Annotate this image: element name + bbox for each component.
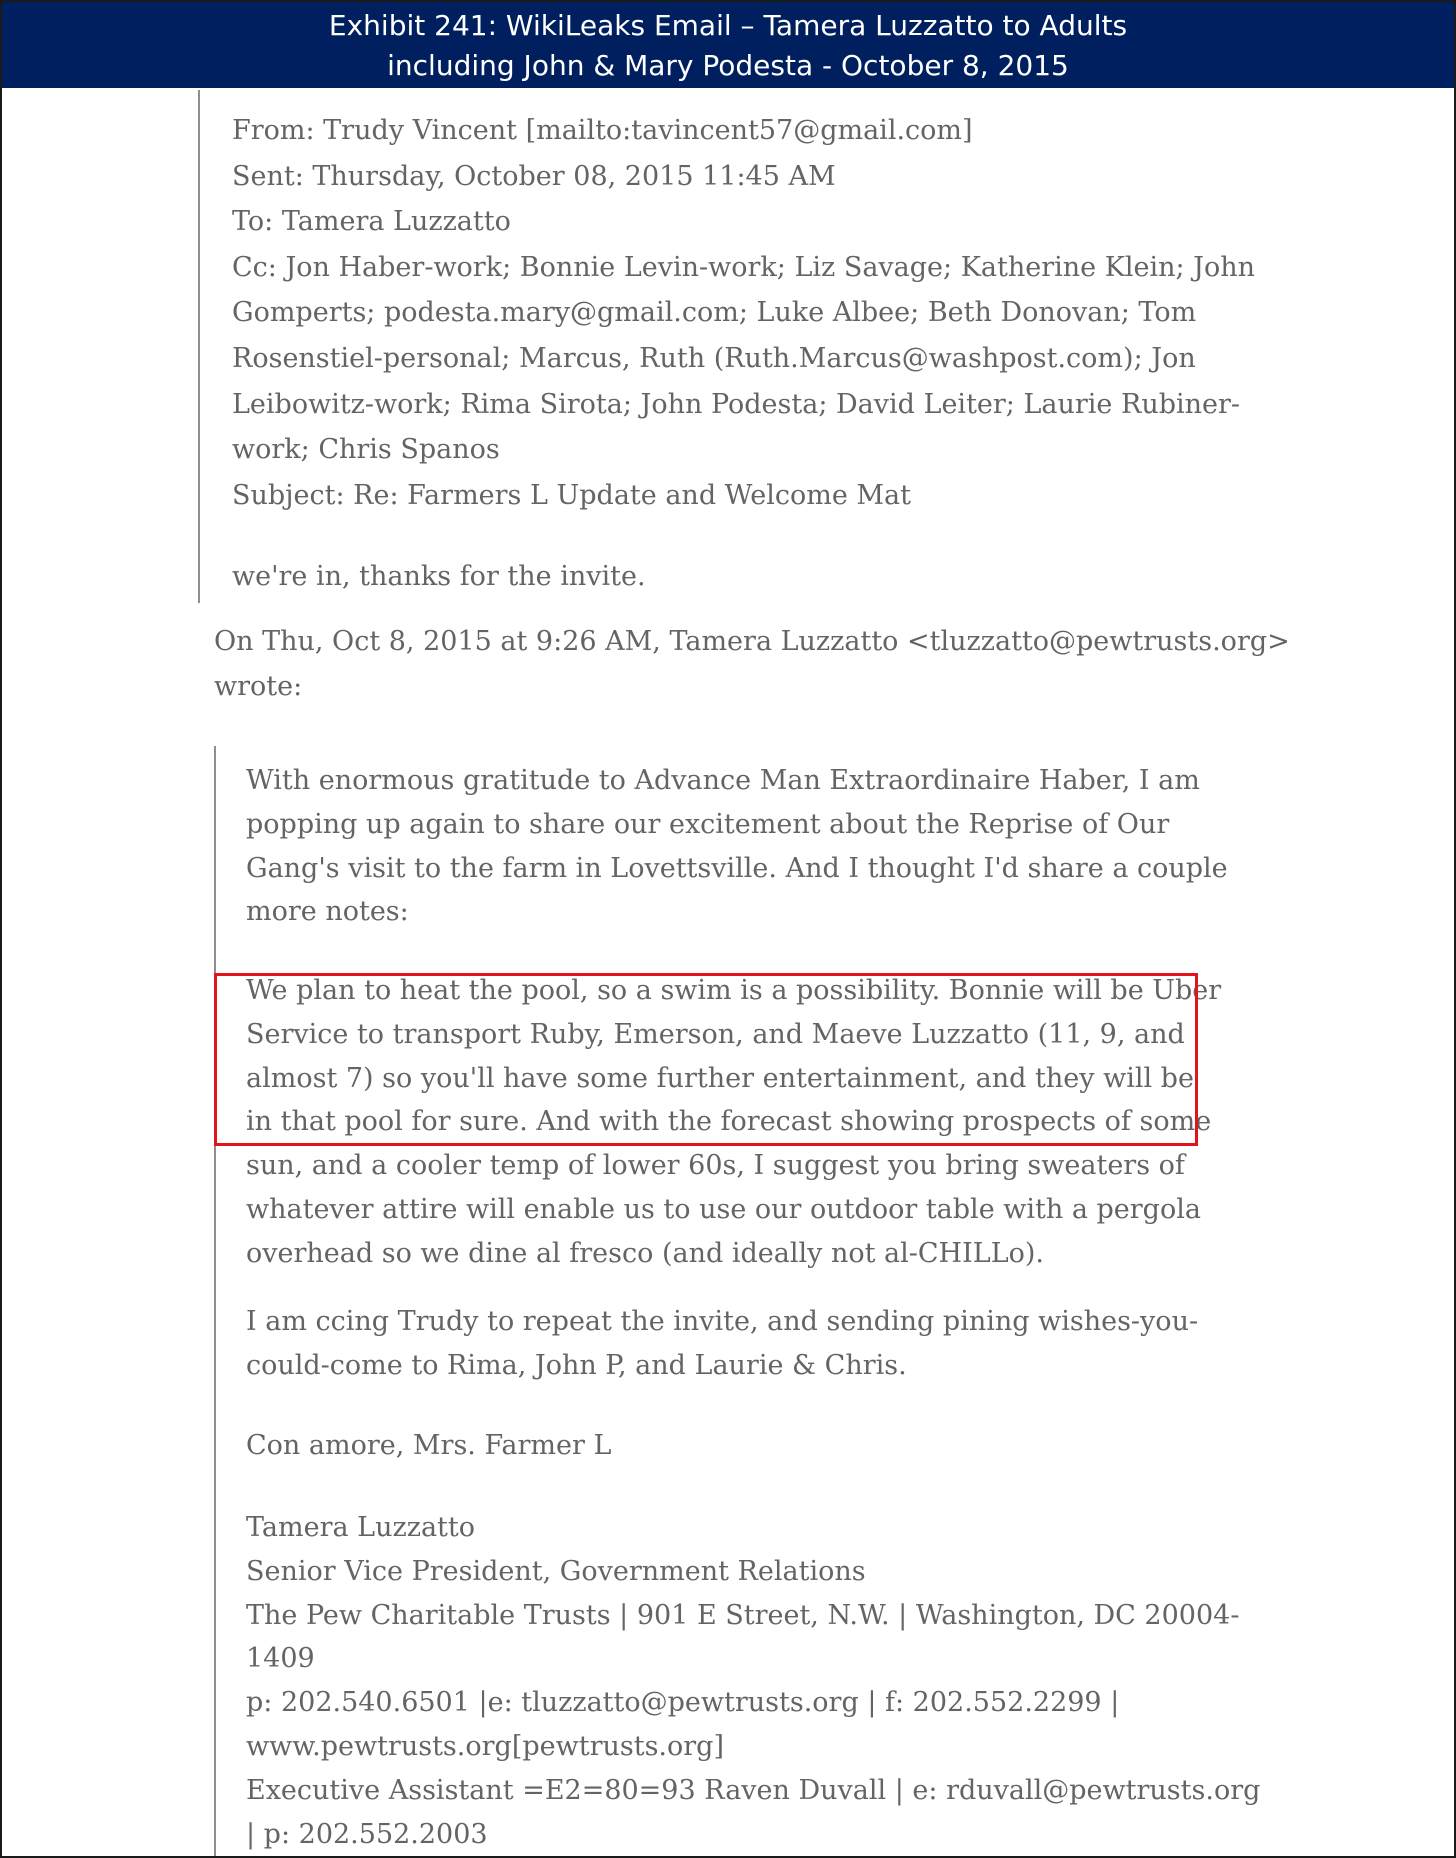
attribution-line: On Thu, Oct 8, 2015 at 9:26 AM, Tamera Luzzatto <tluzzatto@pewtrusts.org>	[214, 626, 1290, 657]
reply-email-quote	[198, 90, 1300, 603]
signature-address: 1409	[246, 1643, 315, 1675]
paragraph-line: could-come to Rima, John P, and Laurie & Chris.	[246, 1349, 907, 1381]
original-paragraph-1	[246, 759, 1226, 934]
paragraph-line: sun, and a cooler temp of lower 60s, I suggest you bring sweaters of	[246, 1150, 1185, 1182]
signature-contact: p: 202.540.6501 |e: tluzzatto@pewtrusts.org | f: 202.552.2299 |	[246, 1687, 1120, 1719]
paragraph-line: Service to transport Ruby, Emerson, and Maeve Luzzatto (11, 9, and	[246, 1018, 1185, 1050]
reply-body: we're in, thanks for the invite.	[232, 561, 646, 592]
signature-address: The Pew Charitable Trusts | 901 E Street, N.W. | Washington, DC 20004-	[246, 1599, 1240, 1631]
cc-line: work; Chris Spanos	[232, 434, 500, 466]
paragraph-line: With enormous gratitude to Advance Man Extraordinaire Haber, I am	[246, 765, 1200, 796]
signature-name: Tamera Luzzatto	[246, 1512, 475, 1543]
signoff: Con amore, Mrs. Farmer L	[246, 1430, 612, 1461]
cc-line: Rosenstiel-personal; Marcus, Ruth (Ruth.Marcus@washpost.com); Jon	[232, 342, 1196, 374]
paragraph-line: overhead so we dine al fresco (and ideally not al-CHILLo).	[246, 1237, 1044, 1269]
paragraph-line: popping up again to share our excitement about the Reprise of Our	[246, 808, 1170, 840]
signature-assistant: Executive Assistant =E2=80=93 Raven Duvall | e: rduvall@pewtrusts.org	[246, 1774, 1261, 1806]
reply-email-headers	[232, 108, 1292, 518]
original-paragraph-3	[246, 1300, 1226, 1388]
email-signature	[246, 1506, 1261, 1856]
cc-line: Gomperts; podesta.mary@gmail.com; Luke Albee; Beth Donovan; Tom	[232, 297, 1197, 329]
original-paragraph-2	[246, 969, 1226, 1276]
signature-title: Senior Vice President, Government Relations	[246, 1555, 866, 1587]
paragraph-line: I am ccing Trudy to repeat the invite, and sending pining wishes-you-	[246, 1306, 1199, 1337]
exhibit-title-banner	[2, 2, 1454, 88]
paragraph-line: almost 7) so you'll have some further entertainment, and they will be	[246, 1062, 1194, 1094]
paragraph-line: Gang's visit to the farm in Lovettsville. And I thought I'd share a couple	[246, 852, 1228, 884]
signature-assistant-phone: | p: 202.552.2003	[246, 1818, 488, 1850]
paragraph-line: whatever attire will enable us to use our outdoor table with a pergola	[246, 1193, 1201, 1225]
quote-attribution	[214, 619, 1290, 709]
exhibit-title-line-2: including John & Mary Podesta - October 8, 2015	[387, 49, 1069, 82]
to-line: To: Tamera Luzzatto	[232, 206, 511, 238]
from-line: From: Trudy Vincent [mailto:tavincent57@gmail.com]	[232, 115, 973, 146]
paragraph-line: in that pool for sure. And with the forecast showing prospects of some	[246, 1106, 1212, 1138]
sent-line: Sent: Thursday, October 08, 2015 11:45 AM	[232, 160, 836, 192]
cc-line: Leibowitz-work; Rima Sirota; John Podesta; David Leiter; Laurie Rubiner-	[232, 388, 1241, 420]
signature-website: www.pewtrusts.org[pewtrusts.org]	[246, 1730, 724, 1762]
paragraph-line: We plan to heat the pool, so a swim is a possibility. Bonnie will be Uber	[246, 975, 1222, 1006]
original-email-quote	[214, 746, 1316, 1858]
paragraph-line: more notes:	[246, 896, 409, 928]
subject-line: Subject: Re: Farmers L Update and Welcome Mat	[232, 479, 911, 511]
attribution-line: wrote:	[214, 671, 303, 702]
exhibit-title-line-1: Exhibit 241: WikiLeaks Email – Tamera Luzzatto to Adults	[328, 9, 1128, 42]
cc-line: Cc: Jon Haber-work; Bonnie Levin-work; Liz Savage; Katherine Klein; John	[232, 251, 1256, 283]
